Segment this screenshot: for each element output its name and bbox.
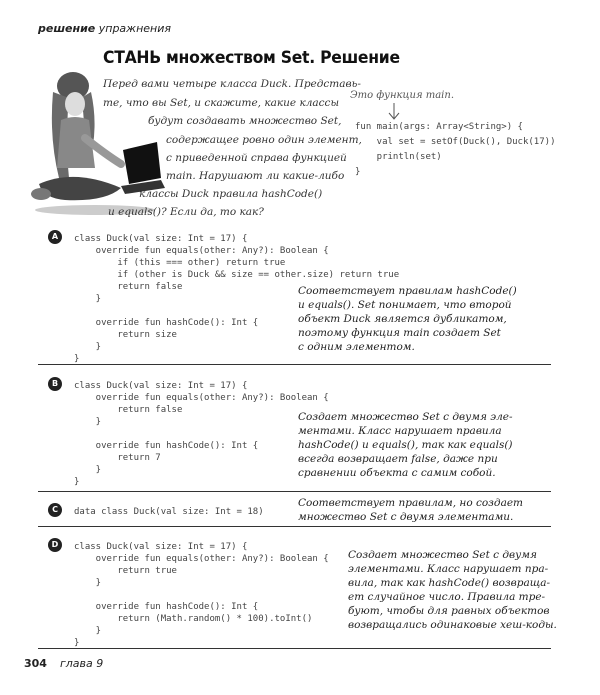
note-line: с одним элементом.	[298, 341, 415, 353]
intro-line: классы Duck правила hashCode()	[139, 188, 323, 200]
code-line: }	[355, 167, 361, 177]
code-line: println(set)	[355, 152, 442, 162]
code-line: }	[74, 477, 80, 487]
code-line: }	[74, 417, 102, 427]
option-b-code	[74, 380, 329, 488]
page-number: 304	[24, 657, 47, 670]
note-line: возвращались одинаковые хеш-коды.	[348, 619, 557, 631]
note-line: вила, так как hashCode() возвраща-	[348, 577, 551, 589]
code-line: }	[74, 638, 80, 648]
header-section-bold: решение	[38, 22, 96, 35]
code-line: return true	[74, 566, 177, 576]
intro-line: main. Нарушают ли какие-либо	[166, 170, 345, 182]
note-line: и equals(). Set понимает, что второй	[298, 299, 512, 311]
code-line: }	[74, 626, 102, 636]
main-function-annotation: Это функция main.	[350, 90, 454, 101]
note-line: Создает множество Set с двумя	[348, 549, 537, 561]
code-line: class Duck(val size: Int = 17) {	[74, 234, 248, 244]
code-line: data class Duck(val size: Int = 18)	[74, 507, 264, 517]
code-line: return false	[74, 282, 183, 292]
page-title: СТАНЬ множеством Set. Решение	[103, 48, 400, 68]
option-c-explanation	[298, 496, 523, 524]
option-a-badge: A	[48, 230, 62, 244]
option-d-badge: D	[48, 538, 62, 552]
note-line: множество Set с двумя элементами.	[298, 511, 514, 523]
option-d-code	[74, 541, 329, 649]
code-line: }	[74, 342, 102, 352]
option-b-explanation	[298, 410, 513, 480]
option-c-badge: C	[48, 503, 62, 517]
code-line: override fun equals(other: Any?): Boolean {	[74, 393, 329, 403]
divider	[38, 526, 551, 527]
option-a-explanation	[298, 284, 517, 354]
code-line: }	[74, 354, 80, 364]
divider	[38, 364, 551, 365]
note-line: поэтому функция main создает Set	[298, 327, 501, 339]
code-line: override fun equals(other: Any?): Boolean {	[74, 246, 329, 256]
note-line: Создает множество Set с двумя эле-	[298, 411, 513, 423]
note-line: объект Duck является дубликатом,	[298, 313, 507, 325]
note-line: Соответствует правилам, но создает	[298, 497, 523, 509]
note-line: Соответствует правилам hashCode()	[298, 285, 517, 297]
annotation-arrow-icon	[380, 102, 410, 122]
option-c-code	[74, 506, 264, 518]
code-line: return (Math.random() * 100).toInt()	[74, 614, 313, 624]
code-line: }	[74, 578, 102, 588]
running-header	[38, 22, 171, 35]
note-line: ет случайное число. Правила тре-	[348, 591, 546, 603]
code-line: override fun hashCode(): Int {	[74, 318, 259, 328]
note-line: hashCode() и equals(), так как equals()	[298, 439, 513, 451]
code-line: return 7	[74, 453, 161, 463]
code-line: if (other is Duck && size == other.size) return true	[74, 270, 400, 280]
intro-line: будут создавать множество Set,	[148, 115, 342, 127]
code-line: override fun hashCode(): Int {	[74, 602, 259, 612]
note-line: буют, чтобы для равных объектов	[348, 605, 550, 617]
code-line: override fun hashCode(): Int {	[74, 441, 259, 451]
code-line: return size	[74, 330, 177, 340]
main-function-code	[355, 120, 555, 180]
intro-line: Перед вами четыре класса Duck. Представь-	[103, 78, 361, 90]
code-line	[74, 428, 329, 440]
code-line: if (this === other) return true	[74, 258, 286, 268]
option-b-badge: B	[48, 377, 62, 391]
intro-line: и equals()? Если да, то как?	[108, 206, 264, 218]
code-line	[74, 589, 329, 601]
code-line: class Duck(val size: Int = 17) {	[74, 381, 248, 391]
intro-line: те, что вы Set, и скажите, какие классы	[103, 97, 339, 109]
divider	[38, 491, 551, 492]
code-line: override fun equals(other: Any?): Boolean {	[74, 554, 329, 564]
code-line: }	[74, 294, 102, 304]
code-line: val set = setOf(Duck(), Duck(17))	[355, 137, 556, 147]
note-line: сравнении объекта с самим собой.	[298, 467, 496, 479]
code-line: return false	[74, 405, 183, 415]
code-line: class Duck(val size: Int = 17) {	[74, 542, 248, 552]
note-line: всегда возвращает false, даже при	[298, 453, 498, 465]
chapter-label: глава 9	[60, 657, 104, 670]
option-d-explanation	[348, 548, 557, 632]
note-line: ментами. Класс нарушает правила	[298, 425, 502, 437]
header-section-rest: упражнения	[98, 22, 172, 35]
intro-line: содержащее ровно один элемент,	[166, 134, 362, 146]
code-line: fun main(args: Array<String>) {	[355, 122, 523, 132]
note-line: элементами. Класс нарушает пра-	[348, 563, 549, 575]
divider	[38, 648, 551, 649]
code-line: }	[74, 465, 102, 475]
intro-line: с приведенной справа функцией	[166, 152, 347, 164]
